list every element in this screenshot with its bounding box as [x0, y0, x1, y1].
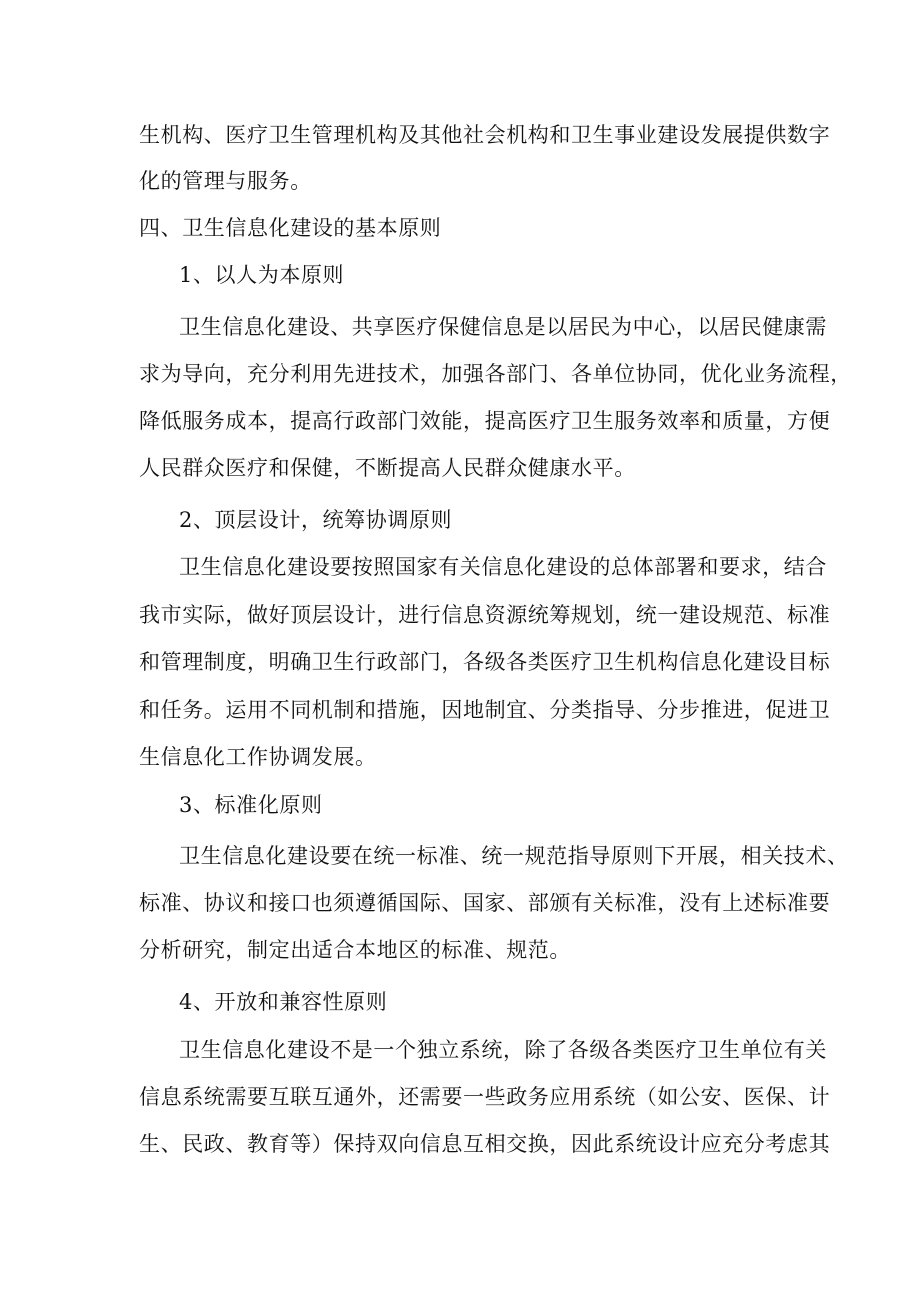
section-heading: 四、卫生信息化建设的基本原则 — [139, 216, 442, 240]
paragraph-line: 我市实际，做好顶层设计，进行信息资源统筹规划，统一建设规范、标准 — [139, 603, 831, 627]
paragraph-line: 分析研究，制定出适合本地区的标准、规范。 — [139, 938, 571, 962]
paragraph-line: 和管理制度，明确卫生行政部门，各级各类医疗卫生机构信息化建设目标 — [139, 650, 831, 674]
paragraph-line: 生机构、医疗卫生管理机构及其他社会机构和卫生事业建设发展提供数字 — [139, 123, 831, 147]
paragraph-line: 生信息化工作协调发展。 — [139, 745, 377, 769]
paragraph-line: 和任务。运用不同机制和措施，因地制宜、分类指导、分步推进，促进卫 — [139, 698, 831, 722]
subsection-heading: 3、标准化原则 — [179, 793, 323, 817]
paragraph-line: 卫生信息化建设要按照国家有关信息化建设的总体部署和要求，结合 — [179, 555, 827, 579]
paragraph-line: 化的管理与服务。 — [139, 169, 312, 193]
paragraph-line: 标准、协议和接口也须遵循国际、国家、部颁有关标准，没有上述标准要 — [139, 891, 831, 915]
subsection-heading: 2、顶层设计，统筹协调原则 — [179, 508, 453, 532]
paragraph-line: 人民群众医疗和保健，不断提高人民群众健康水平。 — [139, 456, 636, 480]
paragraph-line: 卫生信息化建设不是一个独立系统，除了各级各类医疗卫生单位有关 — [179, 1038, 827, 1062]
paragraph-line: 卫生信息化建设要在统一标准、统一规范指导原则下开展，相关技术、 — [179, 844, 849, 868]
paragraph-line: 降低服务成本，提高行政部门效能，提高医疗卫生服务效率和质量，方便 — [139, 409, 831, 433]
paragraph-line: 求为导向，充分利用先进技术，加强各部门、各单位协同，优化业务流程， — [139, 362, 852, 386]
paragraph-line: 卫生信息化建设、共享医疗保健信息是以居民为中心，以居民健康需 — [179, 315, 827, 339]
paragraph-line: 信息系统需要互联互通外，还需要一些政务应用系统（如公安、医保、计 — [139, 1085, 831, 1109]
paragraph-line: 生、民政、教育等）保持双向信息互相交换，因此系统设计应充分考虑其 — [139, 1132, 831, 1156]
subsection-heading: 4、开放和兼容性原则 — [179, 990, 388, 1014]
subsection-heading: 1、以人为本原则 — [179, 263, 345, 287]
